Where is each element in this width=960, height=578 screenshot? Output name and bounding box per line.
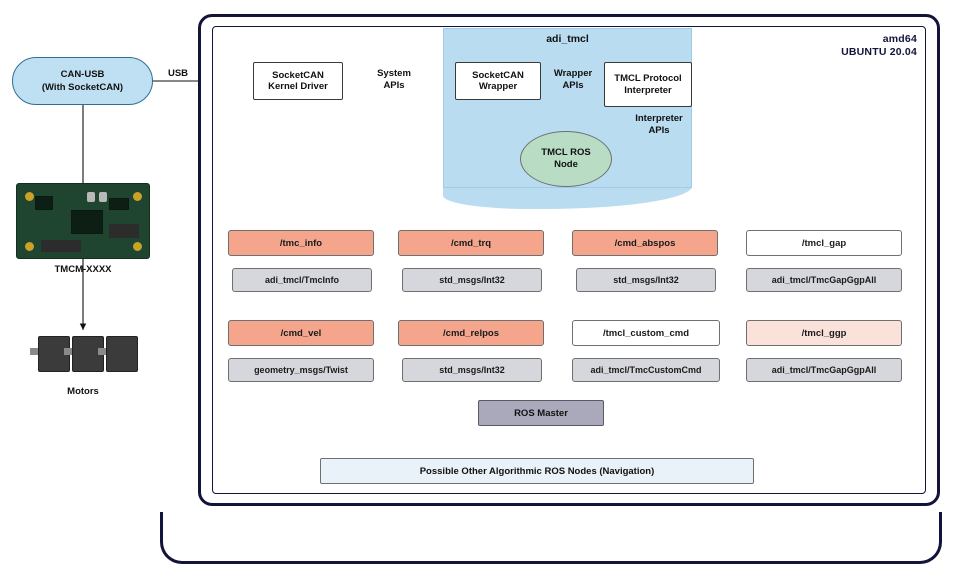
socketcan-kernel-driver-block: [253, 62, 343, 100]
tmcl-ros-node: [520, 131, 612, 187]
topic-label: /tmcl_ggp: [801, 327, 847, 339]
topic-tmcl-ggp: [746, 320, 902, 346]
socketcan-wrapper-line2: Wrapper: [478, 81, 518, 92]
wrapper-apis-line1: Wrapper: [553, 68, 593, 79]
board-caption: TMCM-XXXX: [54, 264, 112, 275]
type-label: adi_tmcl/TmcInfo: [264, 275, 339, 285]
type-tmcl-gap: [746, 268, 902, 292]
topic-cmd-relpos: [398, 320, 544, 346]
interpreter-apis-label: [620, 113, 698, 136]
type-label: std_msgs/Int32: [439, 275, 505, 285]
topic-label: /tmcl_gap: [801, 237, 847, 249]
motors-image: [30, 330, 136, 378]
type-tmc-info: [232, 268, 372, 292]
type-tmcl-ggp: [746, 358, 902, 382]
socketcan-kernel-driver-line2: Kernel Driver: [268, 81, 328, 92]
topic-cmd-trq: [398, 230, 544, 256]
topic-label: /cmd_vel: [280, 327, 322, 339]
usb-label: USB: [167, 68, 189, 79]
adi-tmcl-region-label: adi_tmcl: [546, 33, 589, 45]
type-tmcl-custom-cmd: [572, 358, 720, 382]
can-usb-adapter: [12, 57, 153, 105]
system-apis-label: [360, 68, 428, 91]
topic-label: /cmd_trq: [450, 237, 492, 249]
socketcan-wrapper-line1: SocketCAN: [472, 69, 524, 81]
tmcm-board-image: [16, 183, 150, 259]
platform-os: UBUNTU 20.04: [841, 46, 917, 58]
tmcl-ros-node-line1: TMCL ROS: [541, 147, 591, 158]
wrapper-apis-line2: APIs: [562, 79, 584, 91]
type-label: adi_tmcl/TmcGapGgpAll: [771, 275, 877, 285]
laptop-base-outline: [160, 512, 942, 564]
topic-tmc-info: [228, 230, 374, 256]
topic-label: /tmcl_custom_cmd: [602, 327, 690, 339]
topic-label: /cmd_abspos: [614, 237, 676, 249]
type-cmd-relpos: [402, 358, 542, 382]
interpreter-apis-line2: APIs: [648, 124, 670, 136]
topic-tmcl-gap: [746, 230, 902, 256]
system-apis-line1: System: [377, 68, 411, 79]
tmcl-protocol-interpreter-line1: TMCL Protocol: [614, 73, 682, 84]
tmcl-protocol-interpreter-block: [604, 62, 692, 107]
type-cmd-trq: [402, 268, 542, 292]
system-apis-line2: APIs: [383, 79, 405, 91]
type-cmd-abspos: [576, 268, 716, 292]
topic-cmd-vel: [228, 320, 374, 346]
can-usb-line2: (With SocketCAN): [41, 82, 124, 93]
topic-label: /tmc_info: [279, 237, 323, 249]
topic-cmd-abspos: [572, 230, 718, 256]
interpreter-apis-line1: Interpreter: [635, 113, 683, 124]
type-label: adi_tmcl/TmcGapGgpAll: [771, 365, 877, 375]
platform-label: [841, 33, 917, 59]
motors-caption: Motors: [67, 386, 99, 397]
type-cmd-vel: [228, 358, 374, 382]
platform-arch: amd64: [882, 33, 917, 45]
type-label: std_msgs/Int32: [439, 365, 505, 375]
ros-master-block: ROS Master: [478, 400, 604, 426]
topic-label: /cmd_relpos: [443, 327, 499, 339]
type-label: std_msgs/Int32: [613, 275, 679, 285]
type-label: geometry_msgs/Twist: [254, 365, 348, 375]
socketcan-wrapper-block: [455, 62, 541, 100]
type-label: adi_tmcl/TmcCustomCmd: [590, 365, 702, 375]
tmcl-ros-node-line2: Node: [554, 159, 578, 170]
topic-tmcl-custom-cmd: [572, 320, 720, 346]
wrapper-apis-label: [542, 68, 604, 91]
socketcan-kernel-driver-line1: SocketCAN: [272, 69, 324, 81]
tmcl-protocol-interpreter-line2: Interpreter: [624, 84, 672, 96]
can-usb-line1: CAN-USB: [60, 69, 105, 80]
other-ros-nodes-block: Possible Other Algorithmic ROS Nodes (Navigation): [320, 458, 754, 484]
